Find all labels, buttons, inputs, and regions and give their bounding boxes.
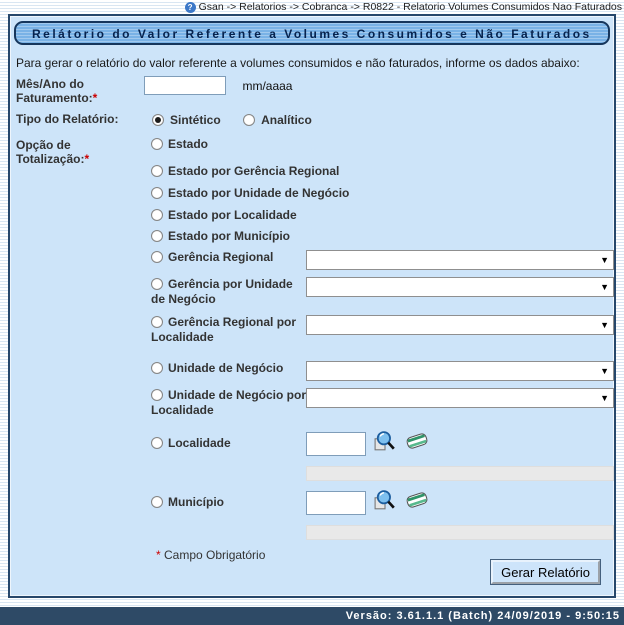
- localidade-description-field: [306, 466, 614, 481]
- option-label: Estado por Localidade: [168, 208, 297, 222]
- report-type-row: [16, 111, 614, 129]
- totalization-radio-estado-unidade-negocio[interactable]: [151, 187, 163, 199]
- chevron-down-icon: ▼: [600, 282, 609, 292]
- search-icon[interactable]: [374, 489, 396, 516]
- gerencia-unidade-negocio-select[interactable]: [306, 277, 614, 297]
- search-icon[interactable]: [374, 430, 396, 457]
- report-type-radio-sintetico[interactable]: [152, 114, 164, 126]
- chevron-down-icon: ▼: [600, 255, 609, 265]
- option-label: Estado: [168, 137, 209, 151]
- month-year-input[interactable]: [144, 76, 226, 95]
- municipio-input[interactable]: [306, 491, 366, 515]
- totalization-row: [16, 137, 614, 540]
- option-row-localidade: [143, 430, 614, 481]
- option-row-estado-municipio: [143, 229, 614, 244]
- totalization-radio-unidade-negocio[interactable]: [151, 362, 163, 374]
- breadcrumb-text: Gsan -> Relatorios -> Cobranca -> R0822 - Relatorio Volumes Consumidos Nao Faturados: [198, 1, 622, 13]
- option-label: Estado por Município: [168, 229, 290, 243]
- month-year-label-text: Mês/Ano do Faturamento:: [16, 77, 93, 105]
- report-type-option-label: Analítico: [261, 113, 312, 127]
- option-row-estado-localidade: [143, 208, 614, 223]
- page-title: Relátorio do Valor Referente a Volumes Consumidos e Não Faturados: [14, 21, 610, 45]
- option-label: Unidade de Negócio por Localidade: [151, 388, 307, 417]
- totalization-radio-estado-localidade[interactable]: [151, 209, 163, 221]
- option-label: Município: [168, 495, 224, 509]
- option-label: Estado por Gerência Regional: [168, 164, 340, 178]
- gerencia-regional-localidade-select[interactable]: [306, 315, 614, 335]
- totalization-radio-gerencia-unidade-negocio[interactable]: [151, 278, 163, 290]
- chevron-down-icon: ▼: [600, 366, 609, 376]
- version-text: Versão: 3.61.1.1 (Batch) 24/09/2019 - 9:50:15: [345, 610, 620, 622]
- option-label: Gerência por Unidade de Negócio: [151, 277, 293, 306]
- unidade-negocio-localidade-select[interactable]: [306, 388, 614, 408]
- option-row-gerencia-unidade: [143, 277, 614, 309]
- municipio-description-field: [306, 525, 614, 540]
- month-year-format-hint: mm/aaaa: [242, 78, 293, 93]
- totalization-label-text: Opção de Totalização:: [16, 138, 85, 166]
- eraser-icon[interactable]: [405, 431, 429, 456]
- option-row-unidade-negocio: [143, 361, 614, 381]
- option-row-municipio: [143, 489, 614, 540]
- footer-bar: [0, 607, 624, 625]
- option-label: Gerência Regional: [168, 250, 274, 264]
- gerencia-regional-select[interactable]: [306, 250, 614, 270]
- option-row-gerencia-regional: [143, 250, 614, 270]
- option-label: Unidade de Negócio: [168, 361, 284, 375]
- option-row-gerencia-localidade: [143, 315, 614, 347]
- option-label: Localidade: [168, 436, 231, 450]
- month-year-label: [16, 76, 144, 105]
- eraser-icon[interactable]: [405, 490, 429, 515]
- localidade-input[interactable]: [306, 432, 366, 456]
- option-label: Estado por Unidade de Negócio: [168, 186, 350, 200]
- totalization-radio-estado-municipio[interactable]: [151, 230, 163, 242]
- totalization-radio-municipio[interactable]: [151, 496, 163, 508]
- chevron-down-icon: ▼: [600, 393, 609, 403]
- option-row-estado: [143, 137, 614, 152]
- totalization-radio-estado-gerencia-regional[interactable]: [151, 165, 163, 177]
- required-asterisk: *: [92, 91, 98, 105]
- report-type-radio-analitico[interactable]: [243, 114, 255, 126]
- option-row-estado-gerencia: [143, 164, 614, 179]
- totalization-radio-estado[interactable]: [151, 138, 163, 150]
- totalization-label: [16, 137, 143, 540]
- required-asterisk: *: [156, 548, 161, 562]
- totalization-radio-gerencia-regional[interactable]: [151, 251, 163, 263]
- totalization-radio-unidade-negocio-localidade[interactable]: [151, 389, 163, 401]
- intro-text: Para gerar o relatório do valor referente a volumes consumidos e não faturados, informe os dados abaixo:: [16, 56, 580, 70]
- report-type-option-label: Sintético: [170, 113, 221, 127]
- unidade-negocio-select[interactable]: [306, 361, 614, 381]
- option-label: Gerência Regional por Localidade: [151, 315, 297, 344]
- option-row-estado-unidade: [143, 186, 614, 201]
- month-year-row: [16, 76, 614, 105]
- totalization-radio-localidade[interactable]: [151, 437, 163, 449]
- help-icon[interactable]: ?: [185, 2, 196, 13]
- main-panel: [8, 14, 616, 598]
- breadcrumb: [0, 0, 624, 14]
- totalization-radio-gerencia-regional-localidade[interactable]: [151, 316, 163, 328]
- required-note-text: Campo Obrigatório: [164, 548, 266, 562]
- gerar-relatorio-button[interactable]: Gerar Relatório: [491, 560, 600, 584]
- option-row-unidade-localidade: [143, 388, 614, 420]
- required-asterisk: *: [84, 152, 90, 166]
- chevron-down-icon: ▼: [600, 320, 609, 330]
- report-type-label: Tipo do Relatório:: [16, 112, 119, 126]
